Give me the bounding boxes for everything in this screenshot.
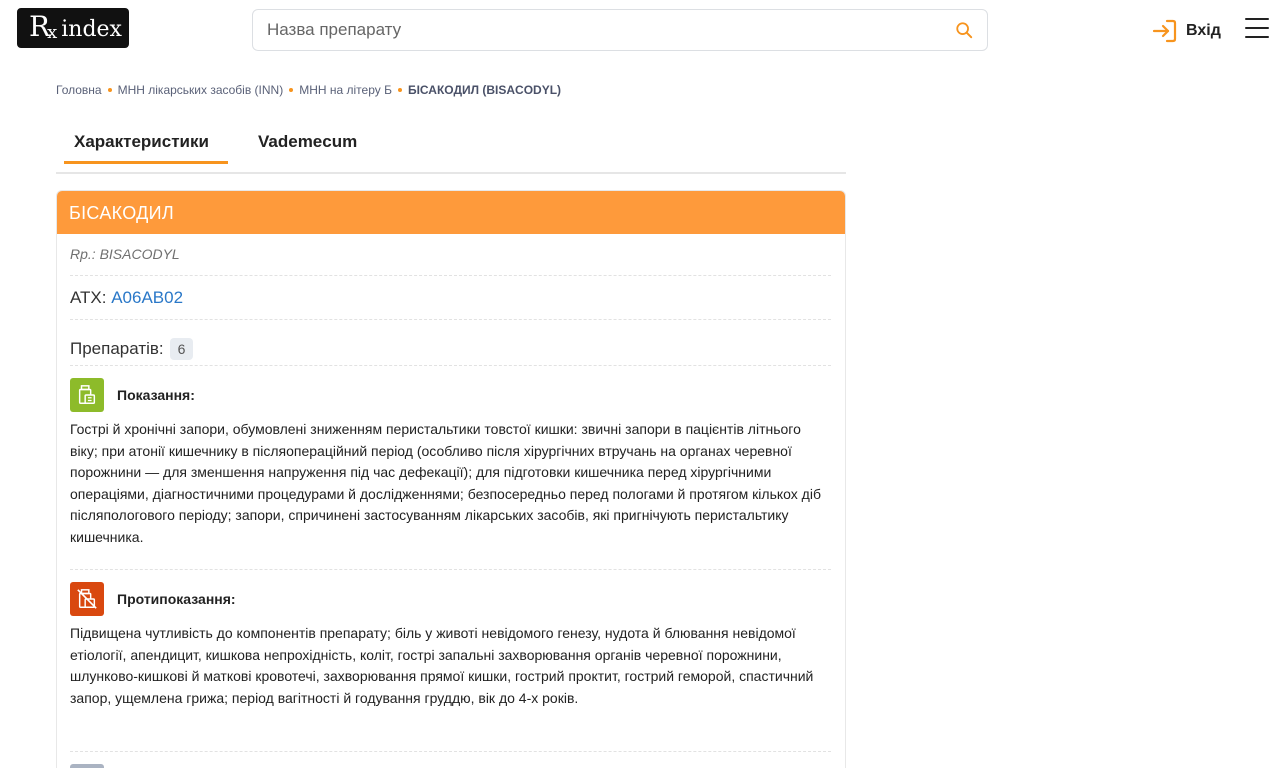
login-button[interactable]	[1152, 18, 1221, 44]
breadcrumb-home[interactable]: Головна	[56, 83, 102, 97]
indications-icon	[70, 378, 104, 412]
drug-card	[56, 190, 846, 768]
drug-title: БІСАКОДИЛ	[57, 191, 845, 234]
rx-index-logo[interactable]	[17, 8, 129, 48]
search-box	[252, 9, 988, 51]
breadcrumb-separator	[398, 88, 402, 92]
tab-bar	[56, 126, 846, 174]
hamburger-menu-icon[interactable]	[1245, 18, 1271, 40]
atc-row	[70, 276, 831, 320]
login-label: Вхід	[1186, 22, 1221, 39]
breadcrumb-current: БІСАКОДИЛ (BISACODYL)	[407, 83, 562, 97]
drug-count-label: Препаратів:	[70, 338, 164, 358]
atc-label: АТХ:	[70, 288, 107, 307]
tab-vademecum[interactable]: Vademecum	[258, 132, 358, 151]
search-input[interactable]	[267, 10, 947, 50]
breadcrumb-letter[interactable]: МНН на літеру Б	[299, 83, 392, 97]
drug-count-badge[interactable]: 6	[170, 338, 194, 360]
breadcrumb-separator	[108, 88, 112, 92]
indications-text: Гострі й хронічні запори, обумовлені зниженням перистальтики товстої кишки: звичні запори в пацієнтів літнього віку; при атонії кишечнику в післяопераційний період (особливо після хірургічних втручань на органах черевної порожнини — для зменшення напруження під час дефекації); для підготовки кишечника перед хірургічними операціями, діагностичними процедурами й дослідженнями; безпосередньо перед пологами й протягом кількох діб післяпологового періоду; запори, спричинені застосуванням лікарських засобів, які пригнічують перистальтику кишечника.	[70, 421, 821, 545]
contraindications-section	[70, 570, 831, 752]
section-icon	[70, 764, 104, 768]
contraindications-text: Підвищена чутливість до компонентів препарату; біль у животі невідомого генезу, нудота й блювання невідомої етіології, апендицит, кишкова непрохідність, коліт, гострі запальні захворювання органів черевної порожнини, шлунково-кишкові й маткові кровотечі, захворювання прямої кишки, гострий проктит, гострий геморой, спастичний запор, ущемлена грижа; період вагітності й годування груддю, вік до 4-х років.	[70, 625, 814, 706]
breadcrumb-separator	[289, 88, 293, 92]
breadcrumb-inn[interactable]: МНН лікарських засобів (INN)	[117, 83, 284, 97]
login-icon	[1152, 18, 1178, 44]
logo-x: x	[47, 22, 58, 43]
breadcrumb	[56, 83, 561, 97]
search-icon[interactable]	[955, 21, 973, 39]
contraindications-icon	[70, 582, 104, 616]
indications-title: Показання:	[117, 387, 195, 403]
logo-word: index	[61, 17, 122, 42]
logo-rx: R	[29, 10, 51, 43]
latin-name: Rp.: BISACODYL	[70, 234, 831, 276]
indications-section	[70, 366, 831, 570]
tab-characteristics[interactable]: Характеристики	[64, 132, 228, 164]
contraindications-title: Протипоказання:	[117, 591, 236, 607]
next-section	[70, 752, 831, 768]
header	[0, 0, 1280, 64]
atc-code-link[interactable]: A06AB02	[111, 288, 184, 307]
drug-count-row	[70, 320, 831, 366]
